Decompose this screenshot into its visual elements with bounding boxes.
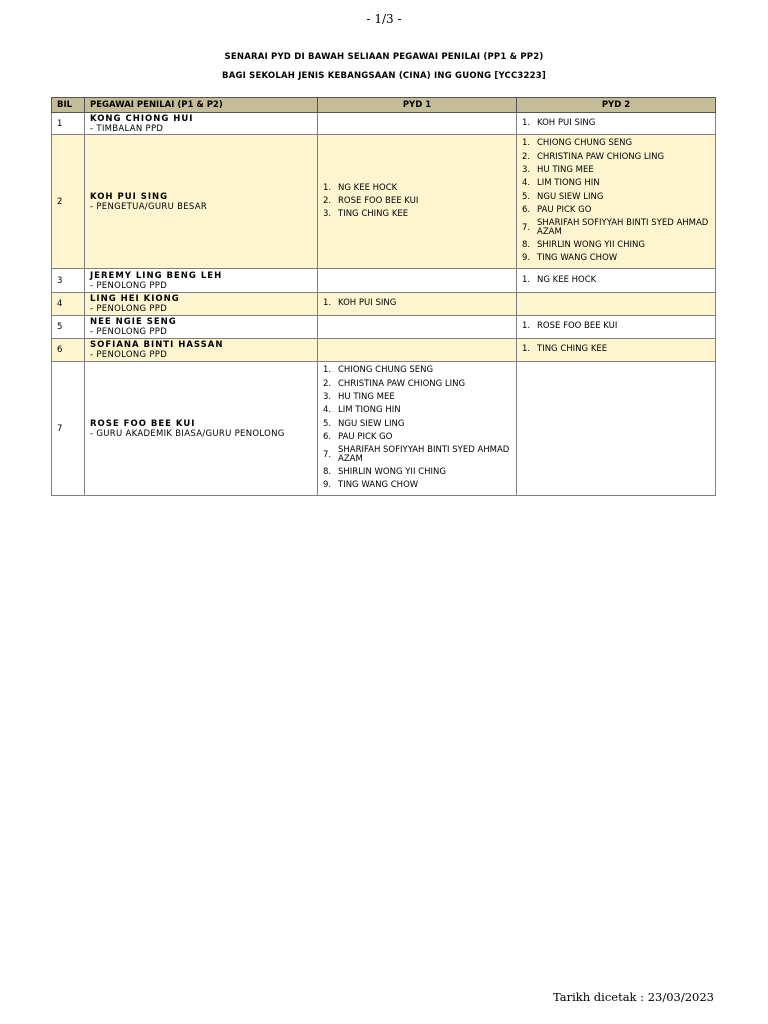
pyd2-list (522, 320, 710, 333)
list-item-number: 1. (323, 182, 332, 193)
document-subtitle: BAGI SEKOLAH JENIS KEBANGSAAN (CINA) ING GUONG [YCC3223] (222, 71, 546, 81)
officer-name: JEREMY LING BENG LEH (90, 270, 223, 281)
header-bil: BIL (52, 98, 85, 113)
table-row (52, 135, 716, 269)
list-item (522, 164, 710, 177)
list-item (323, 418, 511, 431)
list-item-text: LIM TIONG HIN (537, 178, 600, 189)
cell-bil: 6 (52, 339, 85, 362)
cell-pegawai-penilai (85, 293, 318, 316)
officer-role: - PENOLONG PPD (90, 350, 168, 360)
list-item-number: 9. (323, 480, 332, 491)
list-item-text: TING WANG CHOW (537, 253, 618, 264)
print-date: Tarikh dicetak : 23/03/2023 (552, 990, 714, 1004)
officer-name: KOH PUI SING (90, 191, 169, 202)
list-item-text: NG KEE HOCK (338, 182, 398, 193)
cell-bil: 1 (52, 113, 85, 135)
table-body (52, 113, 716, 496)
cell-pyd2 (517, 293, 716, 316)
pyd-table (51, 97, 716, 496)
table-row (52, 316, 716, 339)
list-item (323, 364, 511, 377)
list-item (323, 391, 511, 404)
cell-pyd1 (318, 339, 517, 362)
list-item (522, 151, 710, 164)
cell-pyd2 (517, 113, 716, 135)
cell-pegawai-penilai (85, 362, 318, 496)
officer-role: - PENOLONG PPD (90, 304, 168, 314)
list-item-text: PAU PICK GO (338, 431, 393, 442)
list-item (323, 479, 511, 492)
cell-pegawai-penilai (85, 339, 318, 362)
list-item-number: 3. (522, 164, 531, 175)
cell-pyd2 (517, 362, 716, 496)
cell-pyd1 (318, 135, 517, 269)
cell-pyd1 (318, 316, 517, 339)
list-item (522, 217, 710, 239)
list-item (323, 208, 511, 221)
pyd1-list (323, 182, 511, 222)
list-item-number: 5. (522, 191, 531, 202)
officer-name: SOFIANA BINTI HASSAN (90, 340, 224, 350)
cell-pyd1 (318, 269, 517, 293)
list-item-text: TING CHING KEE (537, 344, 608, 355)
list-item-text: CHIONG CHUNG SENG (537, 138, 633, 149)
list-item (522, 117, 710, 130)
cell-pyd1 (318, 293, 517, 316)
cell-pyd2 (517, 269, 716, 293)
header-pyd1: PYD 1 (318, 98, 517, 113)
header-pyd2: PYD 2 (517, 98, 716, 113)
list-item-text: CHRISTINA PAW CHIONG LING (338, 378, 466, 389)
list-item-number: 3. (323, 209, 332, 220)
pyd2-list (522, 274, 710, 287)
pyd2-list (522, 343, 710, 356)
list-item-text: NGU SIEW LING (338, 418, 405, 429)
cell-bil: 3 (52, 269, 85, 293)
list-item-number: 9. (522, 253, 531, 264)
list-item-text: HU TING MEE (537, 164, 594, 175)
list-item-number: 1. (522, 117, 531, 128)
list-item-number: 1. (522, 344, 531, 355)
list-item-number: 7. (522, 222, 531, 233)
list-item-number: 1. (522, 274, 531, 285)
list-item-number: 7. (323, 449, 332, 460)
table-row (52, 293, 716, 316)
cell-pyd2 (517, 339, 716, 362)
list-item-number: 8. (522, 240, 531, 251)
list-item-number: 2. (323, 195, 332, 206)
officer-name: NEE NGIE SENG (90, 317, 177, 327)
list-item-text: ROSE FOO BEE KUI (338, 195, 419, 206)
list-item (522, 239, 710, 252)
list-item (323, 297, 511, 310)
list-item-number: 4. (323, 405, 332, 416)
list-item (522, 137, 710, 150)
pyd2-list (522, 117, 710, 130)
pyd1-list (323, 297, 511, 310)
cell-pegawai-penilai (85, 269, 318, 293)
pyd2-list (522, 137, 710, 265)
list-item-number: 5. (323, 418, 332, 429)
cell-pyd1 (318, 362, 517, 496)
list-item-text: NGU SIEW LING (537, 191, 604, 202)
list-item-number: 1. (323, 365, 332, 376)
list-item-text: SHARIFAH SOFIYYAH BINTI SYED AHMAD AZAM (537, 218, 709, 238)
list-item (323, 404, 511, 417)
officer-name: ROSE FOO BEE KUI (90, 418, 196, 429)
list-item-number: 3. (323, 391, 332, 402)
cell-pegawai-penilai (85, 113, 318, 135)
list-item-text: NG KEE HOCK (537, 274, 597, 285)
officer-name: LING HEI KIONG (90, 294, 180, 304)
cell-pegawai-penilai (85, 316, 318, 339)
list-item-text: SHARIFAH SOFIYYAH BINTI SYED AHMAD AZAM (338, 445, 510, 465)
officer-role: - PENOLONG PPD (90, 280, 168, 291)
header-pegawai-penilai: PEGAWAI PENILAI (P1 & P2) (85, 98, 318, 113)
cell-bil: 4 (52, 293, 85, 316)
list-item-text: KOH PUI SING (537, 117, 596, 128)
list-item-number: 6. (323, 431, 332, 442)
list-item (323, 182, 511, 195)
cell-bil: 5 (52, 316, 85, 339)
list-item-number: 2. (522, 151, 531, 162)
list-item-number: 1. (323, 298, 332, 309)
list-item (522, 274, 710, 287)
list-item-text: TING WANG CHOW (338, 480, 419, 491)
list-item-text: SHIRLIN WONG YII CHING (338, 467, 446, 478)
table-header-row (52, 98, 716, 113)
table-row (52, 339, 716, 362)
page-number: - 1/3 - (366, 12, 402, 26)
list-item (522, 343, 710, 356)
table-row (52, 362, 716, 496)
cell-bil: 2 (52, 135, 85, 269)
list-item-text: SHIRLIN WONG YII CHING (537, 240, 645, 251)
table-row (52, 113, 716, 135)
table-row (52, 269, 716, 293)
list-item (323, 195, 511, 208)
list-item (522, 204, 710, 217)
cell-pyd2 (517, 316, 716, 339)
cell-pyd2 (517, 135, 716, 269)
list-item-number: 2. (323, 378, 332, 389)
list-item (323, 466, 511, 479)
list-item (522, 252, 710, 265)
list-item (323, 431, 511, 444)
list-item-text: LIM TIONG HIN (338, 405, 401, 416)
list-item-number: 6. (522, 204, 531, 215)
list-item-number: 4. (522, 178, 531, 189)
list-item-number: 1. (522, 138, 531, 149)
cell-bil: 7 (52, 362, 85, 496)
list-item (522, 191, 710, 204)
cell-pegawai-penilai (85, 135, 318, 269)
list-item (522, 320, 710, 333)
list-item-text: TING CHING KEE (338, 209, 409, 220)
officer-role: - GURU AKADEMIK BIASA/GURU PENOLONG (90, 428, 285, 439)
list-item (323, 378, 511, 391)
list-item-text: KOH PUI SING (338, 298, 397, 309)
list-item-text: HU TING MEE (338, 391, 395, 402)
pyd1-list (323, 364, 511, 492)
list-item-number: 8. (323, 467, 332, 478)
list-item-number: 1. (522, 321, 531, 332)
list-item (522, 177, 710, 190)
list-item-text: ROSE FOO BEE KUI (537, 321, 618, 332)
list-item-text: CHIONG CHUNG SENG (338, 365, 434, 376)
officer-role: - PENGETUA/GURU BESAR (90, 201, 208, 212)
officer-role: - TIMBALAN PPD (90, 123, 164, 134)
officer-role: - PENOLONG PPD (90, 327, 168, 337)
officer-name: KONG CHIONG HUI (90, 113, 194, 124)
document-title: SENARAI PYD DI BAWAH SELIAAN PEGAWAI PENILAI (PP1 & PP2) (224, 52, 544, 62)
list-item-text: PAU PICK GO (537, 204, 592, 215)
list-item (323, 444, 511, 466)
cell-pyd1 (318, 113, 517, 135)
list-item-text: CHRISTINA PAW CHIONG LING (537, 151, 665, 162)
